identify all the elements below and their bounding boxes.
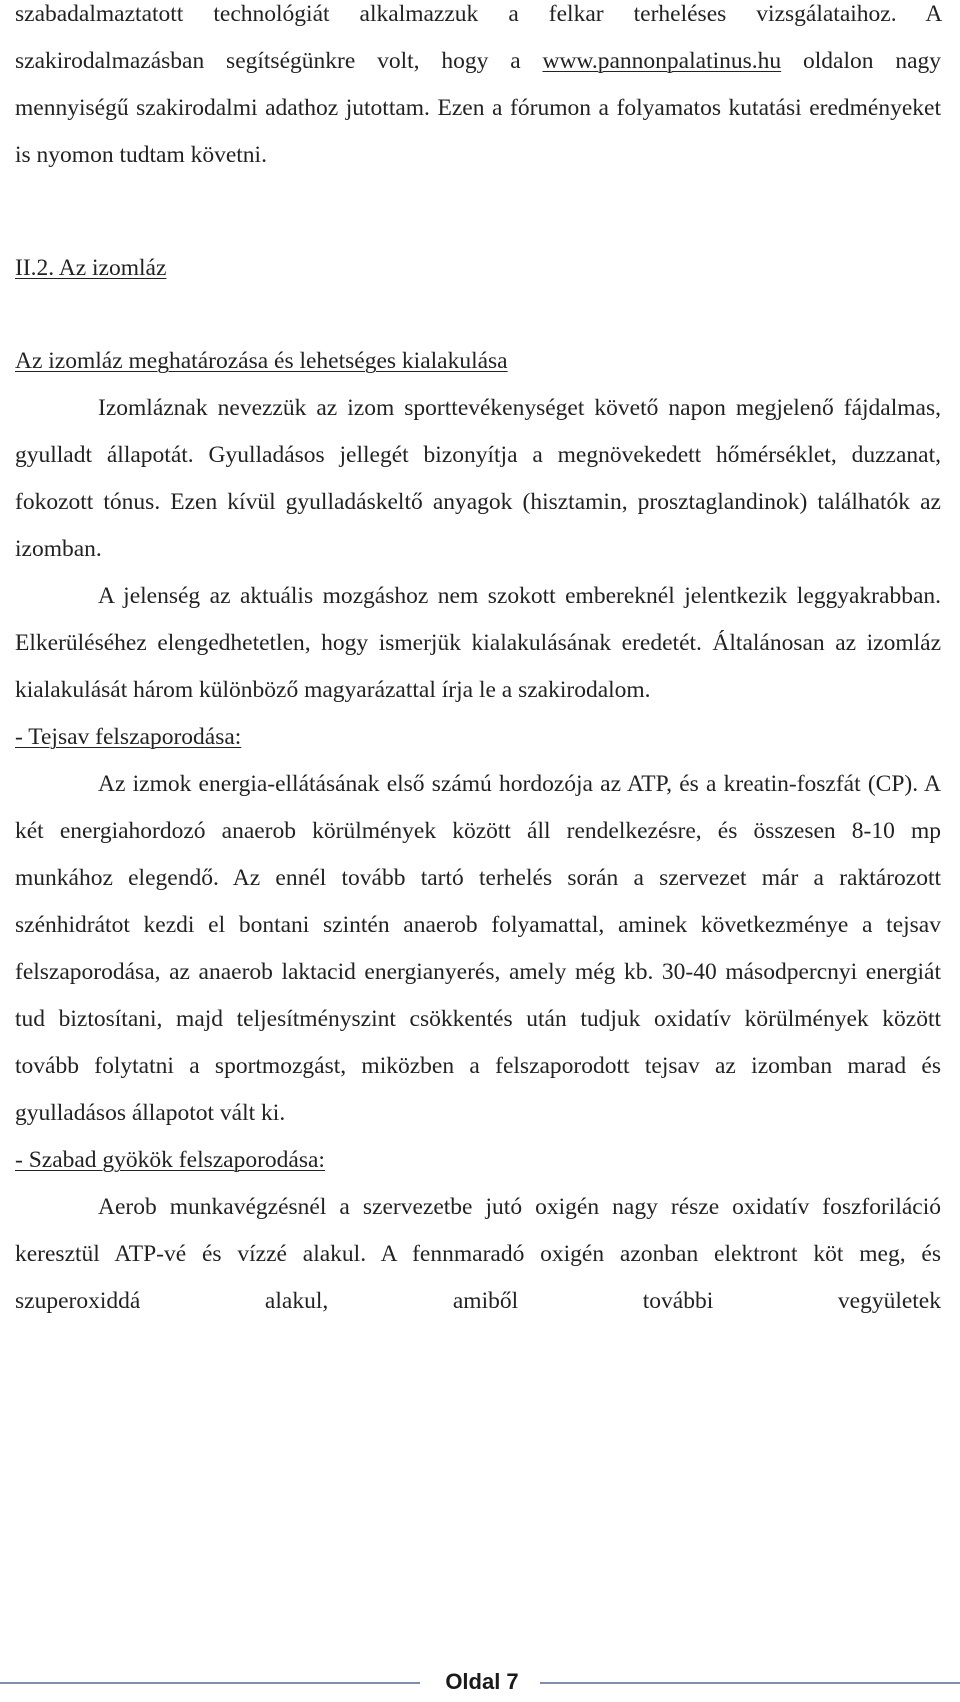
intro-line1: szabadalmaztatott technológiát alkalmazzuk a felkar terheléses vizsgálataihoz. A [15,1,941,27]
document-page [15,0,941,1325]
page-footer [0,1662,960,1694]
section-title [15,245,941,292]
pannonpalatinus-link[interactable]: www.pannonpalatinus.hu [542,48,782,74]
intro-line2-post: oldalon nagy mennyiségű szakirodalmi adathoz jutottam. Ezen a fórumon a folyamatos kutatási eredményeket is nyomon tudtam követni. [15,48,941,168]
intro-line2-pre: szakirodalmazásban segítségünkre volt, hogy a [15,48,543,74]
footer-rule-left [0,1682,420,1684]
footer-rule-right [540,1682,960,1684]
section-title-text: II.2. Az izomláz [15,255,167,281]
paragraph-lactate: Az izmok energia-ellátásának első számú hordozója az ATP, és a kreatin-foszfát (CP). A két energiahordozó anaerob körülmények között áll rendelkezésre, és összesen 8-10 mp munkához elegendő. Az ennél tovább tartó terhelés során a szervezet már a raktározott szénhidrátot kezdi el bontani szintén anaerob folyamattal, aminek következménye a tejsav felszaporodása, az anaerob laktacid energianyerés, amely még kb. 30-40 másodpercnyi energiát tud biztosítani, majd teljesítményszint csökkentés után tudjuk oxidatív körülmények között tovább folytatni a sportmozgást, miközben a felszaporodott tejsav az izomban marad és gyulladásos állapotot vált ki. [15,771,941,1126]
paragraph-occurrence: A jelenség az aktuális mozgáshoz nem szokott embereknél jelentkezik leggyakrabban. Elkerüléséhez elengedhetetlen, hogy ismerjük kialakulásának eredetét. Általánosan az izomláz kialakulását három különböző magyarázattal írja le a szakirodalom. [15,583,941,703]
section-subtitle-text: Az izomláz meghatározása és lehetséges kialakulása [15,348,508,374]
paragraph-definition: Izomláznak nevezzük az izom sporttevékenységet követő napon megjelenő fájdalmas, gyulladt állapotát. Gyulladásos jellegét bizonyítja a megnövekedett hőmérséklet, duzzanat, fokozott tónus. Ezen kívül gyulladáskeltő anyagok (hisztamin, prosztaglandinok) találhatók az izomban. [15,395,941,562]
list-item-title-free-radicals [15,1137,941,1184]
intro-paragraph [15,0,941,179]
lactate-title-text: - Tejsav felszaporodása: [15,724,242,750]
page-number: Oldal 7 [445,1669,519,1694]
paragraph-free-radicals: Aerob munkavégzésnél a szervezetbe jutó oxigén nagy része oxidatív foszforiláció keresztül ATP-vé és vízzé alakul. A fennmaradó oxigén azonban elektront köt meg, és szuperoxiddá alakul, amiből további vegyületek [15,1194,941,1314]
list-item-title-lactate [15,714,941,761]
section-subtitle [15,338,941,385]
free-radicals-title-text: - Szabad gyökök felszaporodása: [15,1147,325,1173]
